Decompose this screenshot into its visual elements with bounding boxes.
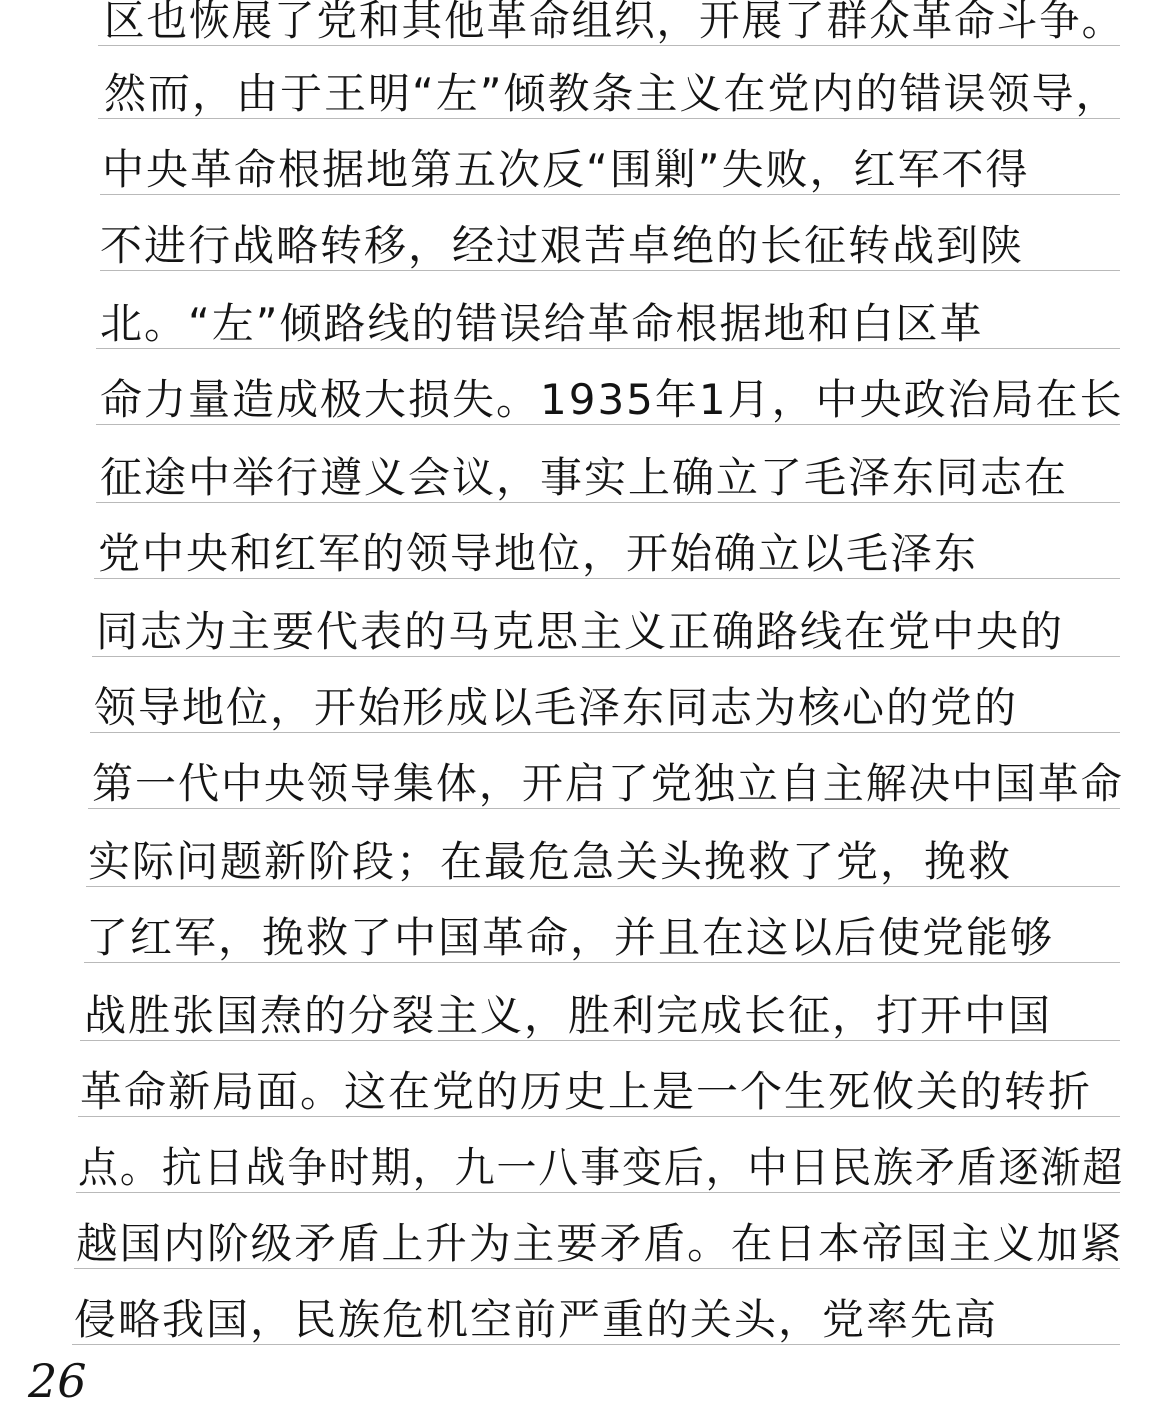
text-line: 命力量造成极大损失。1935年1月，中央政治局在长 <box>100 375 1124 424</box>
text-line: 了红军，挽救了中国革命，并且在这以后使党能够 <box>86 913 1055 962</box>
text-line: 党中央和红军的领导地位，开始确立以毛泽东 <box>98 529 979 578</box>
text-line: 越国内阶级矛盾上升为主要矛盾。在日本帝国主义加紧 <box>76 1219 1124 1268</box>
text-line: 不进行战略转移，经过艰苦卓绝的长征转战到陕 <box>100 221 1025 270</box>
text-line: 第一代中央领导集体，开启了党独立自主解决中国革命 <box>92 759 1124 808</box>
text-line: 领导地位，开始形成以毛泽东同志为核心的党的 <box>94 683 1019 732</box>
text-line: 同志为主要代表的马克思主义正确路线在党中央的 <box>96 607 1065 656</box>
text-line: 中央革命根据地第五次反“围剿”失败，红军不得 <box>102 145 1030 194</box>
page-number: 26 <box>28 1354 87 1407</box>
text-line: 点。抗日战争时期，九一八事变后，中日民族矛盾逐渐超 <box>78 1143 1125 1192</box>
text-line: 征途中举行遵义会议，事实上确立了毛泽东同志在 <box>100 453 1069 502</box>
text-line: 革命新局面。这在党的历史上是一个生死攸关的转折 <box>80 1067 1093 1116</box>
text-line: 实际问题新阶段；在最危急关头挽救了党，挽救 <box>88 837 1013 886</box>
text-line: 北。“左”倾路线的错误给革命根据地和白区革 <box>100 299 984 348</box>
text-line: 战胜张国焘的分裂主义，胜利完成长征，打开中国 <box>84 991 1053 1040</box>
text-line: 然而，由于王明“左”倾教条主义在党内的错误领导， <box>104 69 1120 118</box>
text-line: 侵略我国，民族危机空前严重的关头，党率先高 <box>74 1295 999 1344</box>
text-line: 区也恢展了党和其他革命组织，开展了群众革命斗争。 <box>104 0 1125 45</box>
